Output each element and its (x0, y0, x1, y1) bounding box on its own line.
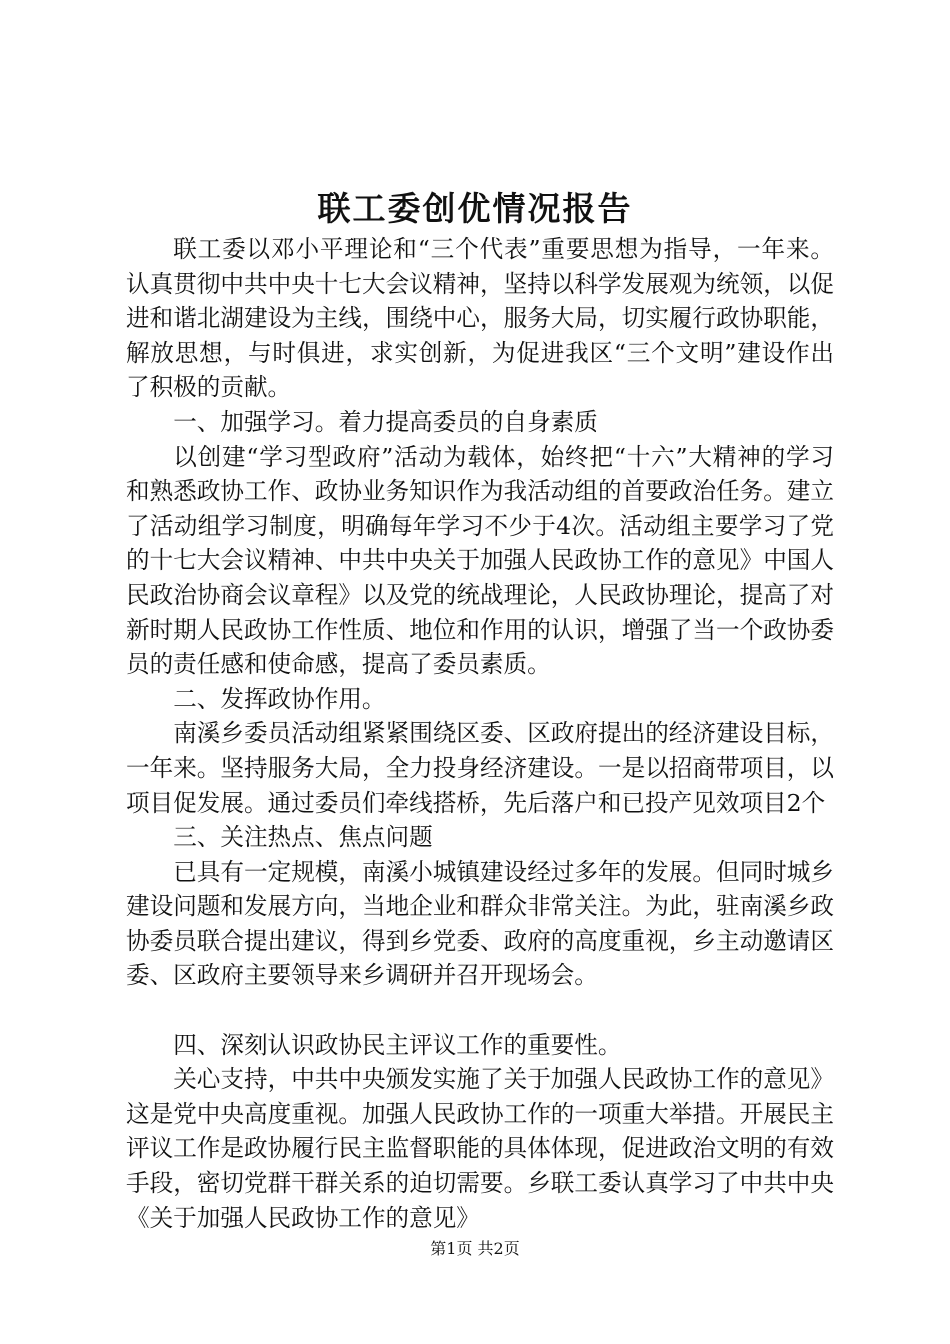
page-footer: 第1页 共2页 (430, 1239, 520, 1258)
paragraph-section-2: 南溪乡委员活动组紧紧围绕区委、区政府提出的经济建设目标，一年来。坚持服务大局，全力投身经济建设。一是以招商带项目，以项目促发展。通过委员们牵线搭桥，先后落户和已投产见效项目2个 (126, 719, 834, 817)
paragraph-intro: 联工委以邓小平理论和“三个代表”重要思想为指导，一年来。认真贯彻中共中央十七大会议精神，坚持以科学发展观为统领，以促进和谐北湖建设为主线，围绕中心，服务大局，切实履行政协职能，解放思想，与时俱进，求实创新，为促进我区“三个文明”建设作出了积极的贡献。 (126, 235, 834, 402)
blank-line (126, 993, 834, 1028)
section-heading-1: 一、加强学习。着力提高委员的自身素质 (173, 407, 598, 436)
paragraph-section-1: 以创建“学习型政府”活动为载体，始终把“十六”大精神的学习和熟悉政协工作、政协业务知识作为我活动组的首要政治任务。建立了活动组学习制度，明确每年学习不少于4次。活动组主要学习了党的十七大会议精神、中共中央关于加强人民政协工作的意见》中国人民政治协商会议章程》以及党的统战理论，人民政协理论，提高了对新时期人民政协工作性质、地位和作用的认识，增强了当一个政协委员的责任感和使命感，提高了委员素质。 (126, 442, 834, 679)
paragraph-section-4: 关心支持，中共中央颁发实施了关于加强人民政协工作的意见》这是党中央高度重视。加强人民政协工作的一项重大举措。开展民主评议工作是政协履行民主监督职能的具体体现，促进政治文明的有效手段，密切党群干群关系的迫切需要。乡联工委认真学习了中共中央《关于加强人民政协工作的意见》 (126, 1065, 834, 1232)
document-body (126, 232, 834, 1235)
document-title: 联工委创优情况报告 (317, 189, 633, 228)
paragraph-section-3: 已具有一定规模，南溪小城镇建设经过多年的发展。但同时城乡建设问题和发展方向，当地企业和群众非常关注。为此，驻南溪乡政协委员联合提出建议，得到乡党委、政府的高度重视，乡主动邀请区委、区政府主要领导来乡调研并召开现场会。 (126, 857, 834, 990)
section-heading-4: 四、深刻认识政协民主评议工作的重要性。 (173, 1030, 622, 1059)
section-heading-2: 二、发挥政协作用。 (173, 684, 386, 713)
section-heading-3: 三、关注热点、焦点问题 (173, 823, 433, 852)
